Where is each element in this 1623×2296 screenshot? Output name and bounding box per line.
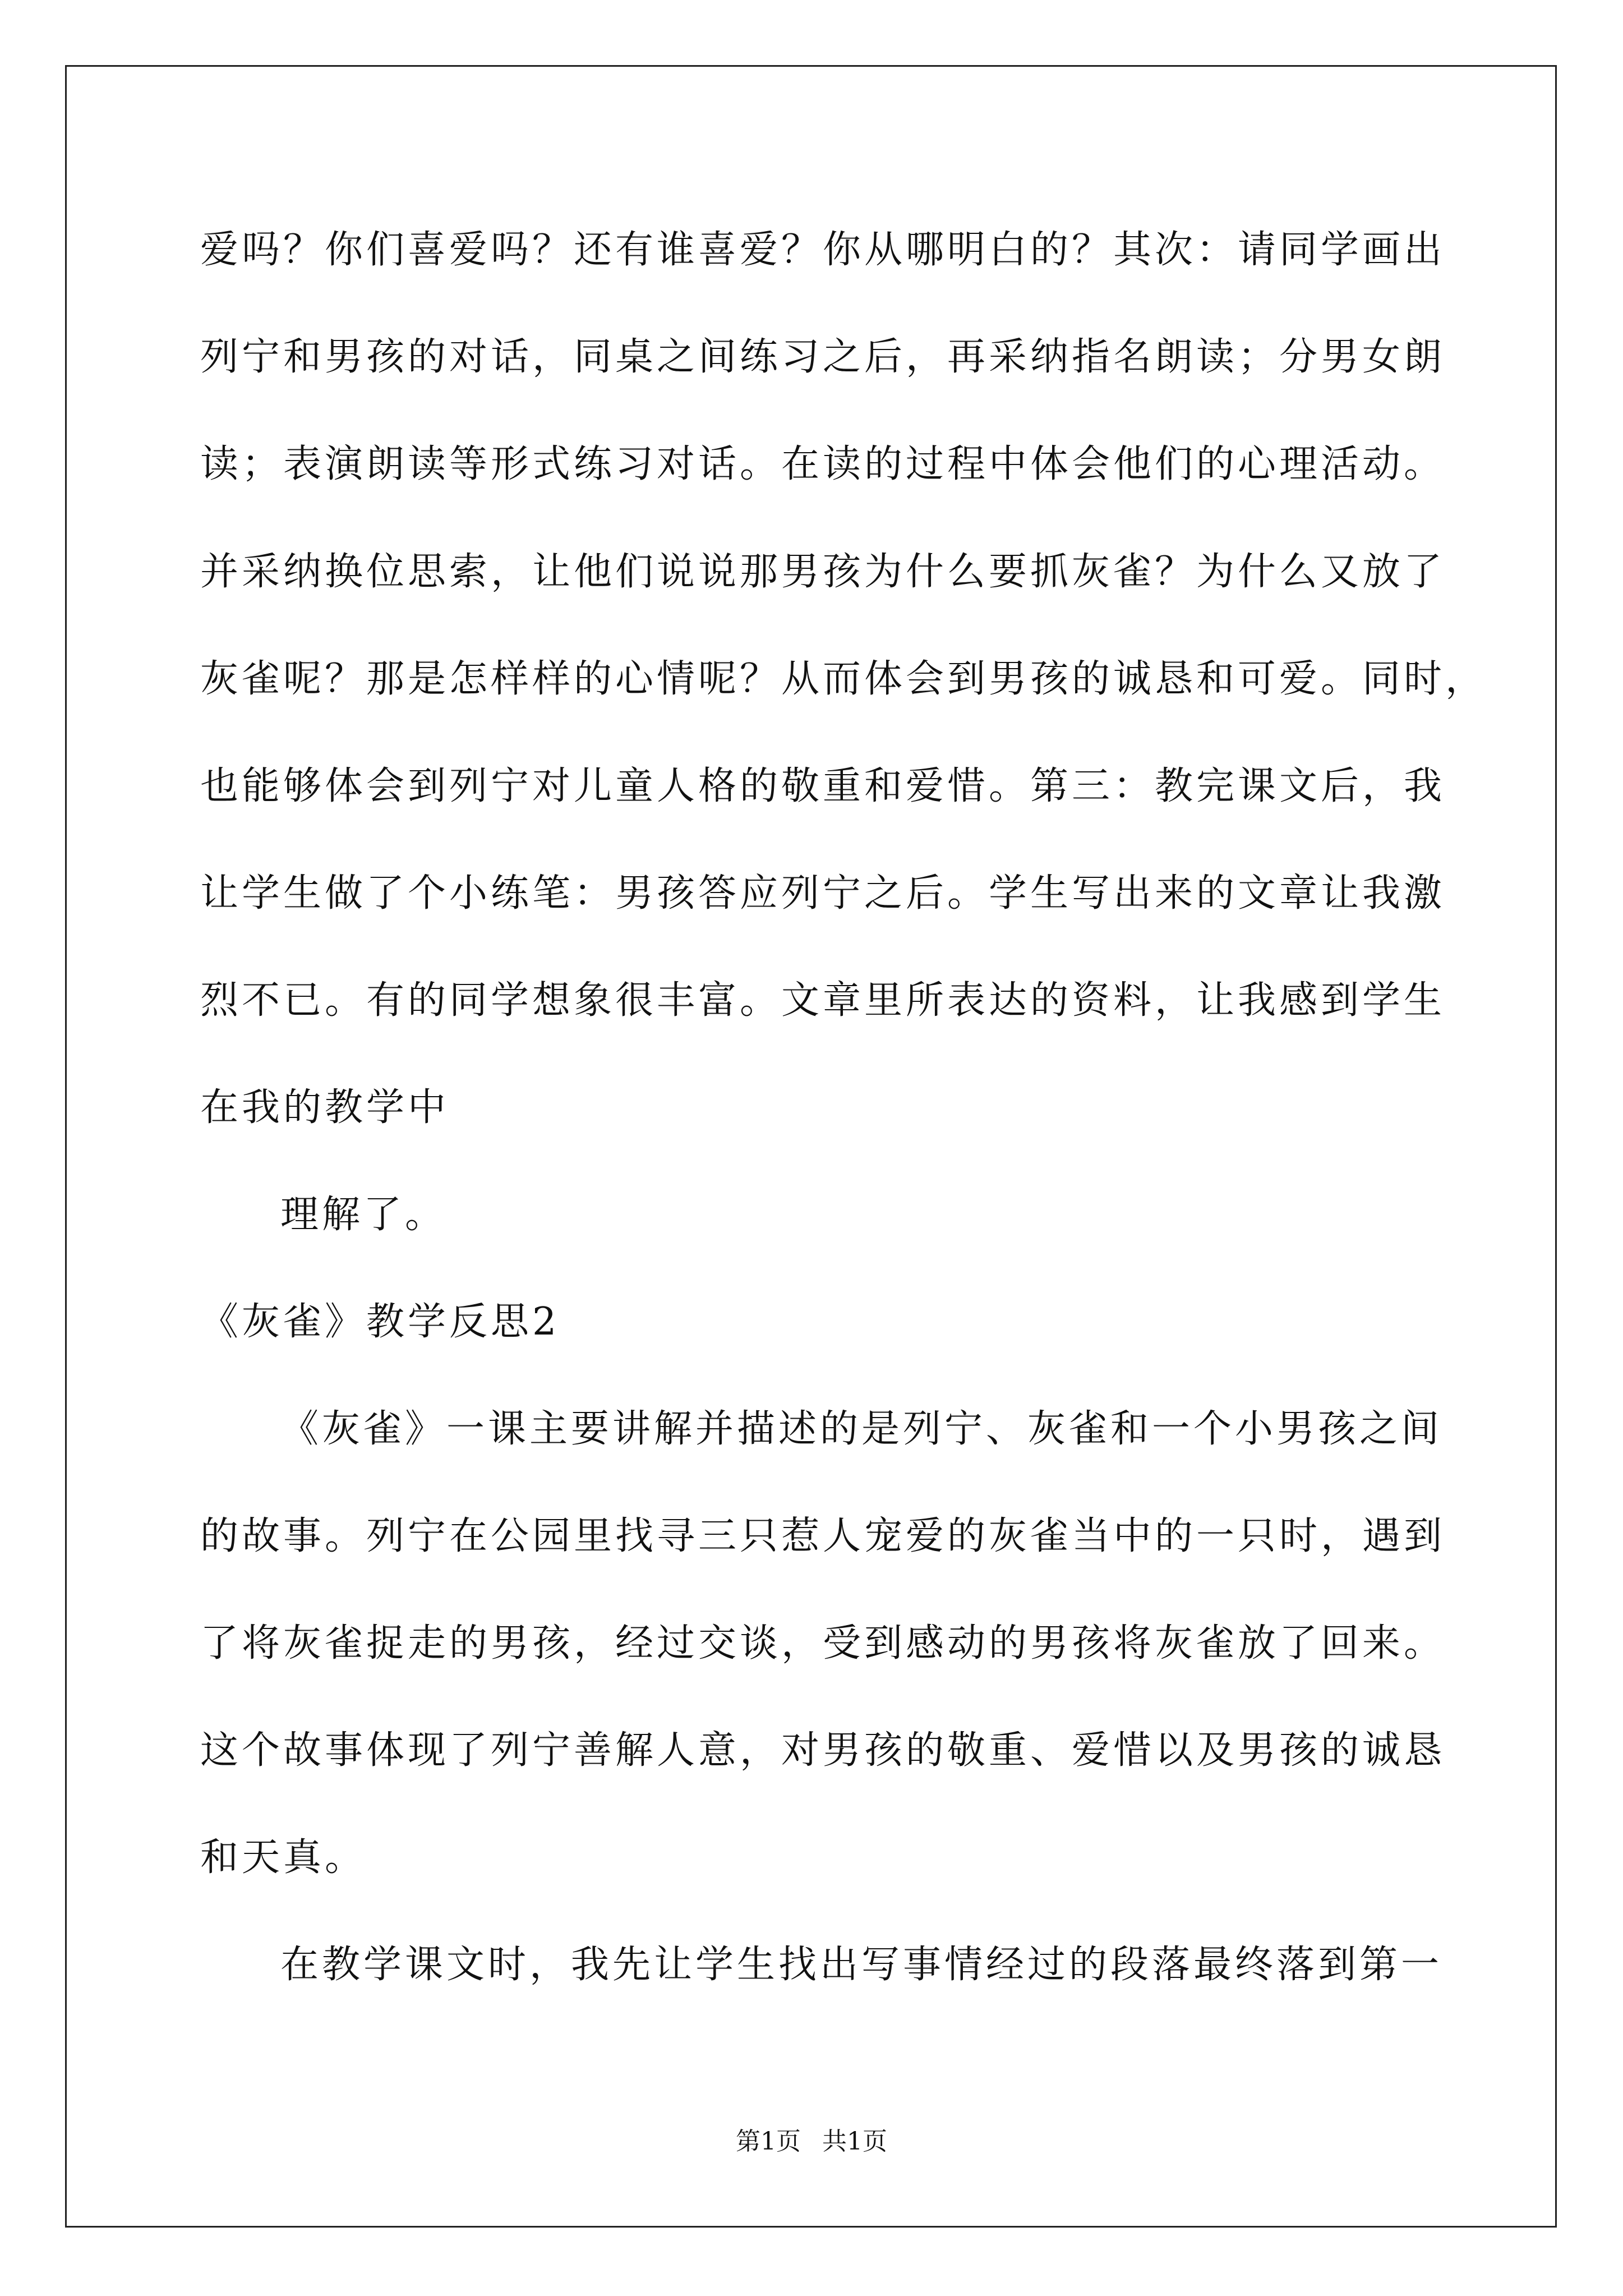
text-line: 列宁和男孩的对话，同桌之间练习之后，再采纳指名朗读；分男女朗 <box>200 335 1446 379</box>
text-line: 这个故事体现了列宁善解人意，对男孩的敬重、爱惜以及男孩的诚恳 <box>200 1728 1446 1773</box>
page-border <box>65 65 1557 2228</box>
text-line: 《灰雀》一课主要讲解并描述的是列宁、灰雀和一个小男孩之间 <box>280 1407 1443 1451</box>
text-line: 也能够体会到列宁对儿童人格的敬重和爱惜。第三：教完课文后，我 <box>200 764 1446 808</box>
section-heading: 《灰雀》教学反思2 <box>200 1300 560 1344</box>
text-line: 让学生做了个小练笔：男孩答应列宁之后。学生写出来的文章让我激 <box>200 871 1446 915</box>
text-line: 并采纳换位思索，让他们说说那男孩为什么要抓灰雀？为什么又放了 <box>200 550 1446 594</box>
page-footer <box>0 2126 1623 2157</box>
text-line: 在教学课文时，我先让学生找出写事情经过的段落最终落到第一 <box>280 1943 1443 1987</box>
text-line: 爱吗？你们喜爱吗？还有谁喜爱？你从哪明白的？其次：请同学画出 <box>200 228 1446 272</box>
page-total: 共1页 <box>822 2127 887 2156</box>
text-line: 灰雀呢？那是怎样样的心情呢？从而体会到男孩的诚恳和可爱。同时， <box>200 657 1487 701</box>
text-line: 在我的教学中 <box>200 1085 450 1130</box>
page-number: 第1页 <box>736 2127 801 2156</box>
text-line: 读；表演朗读等形式练习对话。在读的过程中体会他们的心理活动。 <box>200 442 1446 486</box>
text-line: 了将灰雀捉走的男孩，经过交谈，受到感动的男孩将灰雀放了回来。 <box>200 1621 1446 1665</box>
text-line: 理解了。 <box>280 1193 447 1237</box>
text-line: 的故事。列宁在公园里找寻三只惹人宠爱的灰雀当中的一只时，遇到 <box>200 1514 1446 1558</box>
text-line: 和天真。 <box>200 1835 367 1880</box>
text-line: 烈不已。有的同学想象很丰富。文章里所表达的资料，让我感到学生 <box>200 978 1446 1023</box>
